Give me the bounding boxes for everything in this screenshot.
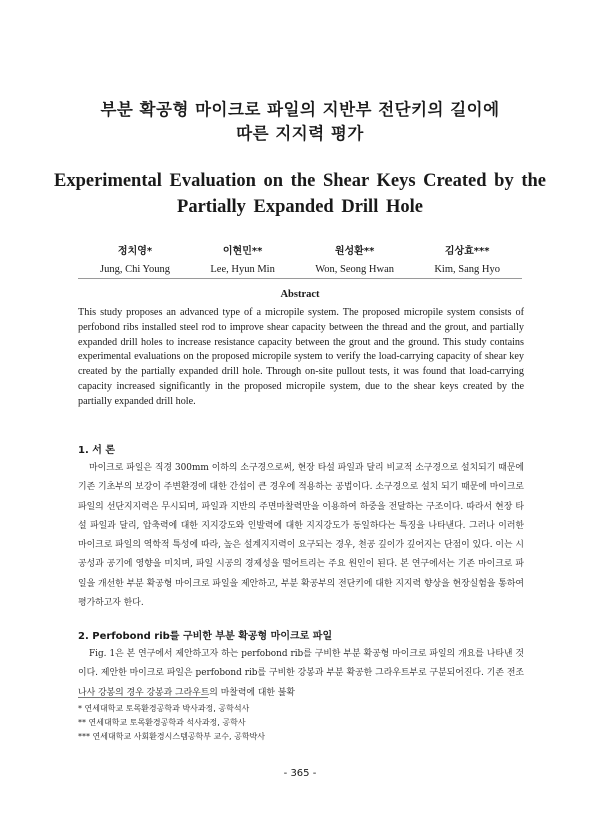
abstract-heading: Abstract [280, 289, 320, 300]
author-korean-name: 원성환** [334, 246, 375, 257]
abstract-text: This study proposes an advanced type of a micropile system. The proposed micropile system consists of perfobond ribs installed steel rod to improve shear capacity between the thread and the grout, and partially expanded drill holes to increase resistance capacity between the grout and the ground. This study contains experimental evaluations on the proposed micropile system to verify the load-carrying capacity of shear key created by the partially expanded drill hole. Through on-site pullout tests, it was found that load-carrying capacity increased significantly in the proposed micropile system, due to the shear keys created by the partially expanded drill hole. [78, 307, 524, 407]
author-english-name: Kim, Sang Hyo [434, 264, 500, 275]
section-1-heading: 1. 서 론 [78, 445, 116, 456]
author-korean-name: 정치영* [117, 246, 153, 257]
page-number: - 365 - [283, 768, 317, 779]
author-1 [100, 243, 170, 279]
author-list [100, 243, 500, 279]
author-2 [210, 243, 274, 279]
korean-title [40, 98, 560, 146]
section-1-text: 마이크로 파일은 직경 300mm 이하의 소구경으로써, 현장 타설 파일과 달리 비교적 소구경으로 설치되기 때문에 기존 기초부의 보강이 주변환경에 대한 간섭이 큰 경우에 적용하는 공법이다. 소구경으로 설치 되기 때문에 마이크로 파일의 선단지지력은 무시되며, 파일과 지반의 주면마찰력만을 이용하여 하중을 전달하는 구조이다. 따라서 현장 타설 파일과 달리, 압축력에 대한 지지강도와 인발력에 대한 지지강도가 동일하다는 특징을 나타낸다. 그러나 이러한 마이크로 파일의 역학적 특성에 따라, 높은 설계지지력이 요구되는 경우, 천공 깊이가 깊어지는 단점이 있다. 이는 시공성과 공기에 영향을 미치며, 파일 시공의 경제성을 떨어트리는 주요 원인이 된다. 본 연구에서는 기존 마이크로 파일을 개선한 부분 확공형 마이크로 파일을 제안하고, 부분 확공부의 전단키에 대한 지지력 향상을 현장실험을 통하여 평가하고자 한다. [78, 463, 524, 609]
author-4 [434, 243, 500, 279]
english-title [40, 168, 560, 220]
author-english-name: Lee, Hyun Min [210, 264, 275, 275]
footnotes [78, 702, 518, 744]
korean-title-line-1: 부분 확공형 마이크로 파일의 지반부 전단키의 길이에 [100, 100, 500, 119]
author-korean-name: 김상효*** [444, 246, 490, 257]
header-divider [78, 278, 522, 279]
english-title-line-1: Experimental Evaluation on the Shear Keys Created by the [54, 171, 546, 191]
english-title-line-2: Partially Expanded Drill Hole [177, 197, 423, 217]
footnote-3: *** 연세대학교 사회환경시스템공학부 교수, 공학박사 [78, 732, 266, 741]
author-english-name: Won, Seong Hwan [315, 264, 394, 275]
footnote-1: * 연세대학교 토목환경공학과 박사과정, 공학석사 [78, 704, 250, 713]
korean-title-line-2: 따른 지지력 평가 [236, 124, 364, 143]
author-korean-name: 이현민** [222, 246, 263, 257]
footnote-2: ** 연세대학교 토목환경공학과 석사과정, 공학사 [78, 718, 246, 727]
author-3 [315, 243, 394, 279]
footnote-divider [78, 697, 208, 698]
author-english-name: Jung, Chi Young [100, 264, 171, 275]
section-2-heading: 2. Perfobond rib를 구비한 부분 확공형 마이크로 파일 [78, 631, 333, 642]
section-2-text: Fig. 1은 본 연구에서 제안하고자 하는 perfobond rib를 구비한 부분 확공형 마이크로 파일의 개요를 나타낸 것이다. 제안한 마이크로 파일은 perfobond rib를 구비한 강봉과 부분 확공한 그라우트부로 구분되어진다. 기존 전조나사 강봉의 경우 강봉과 그라우트의 마찰력에 대한 불확 [78, 649, 524, 698]
